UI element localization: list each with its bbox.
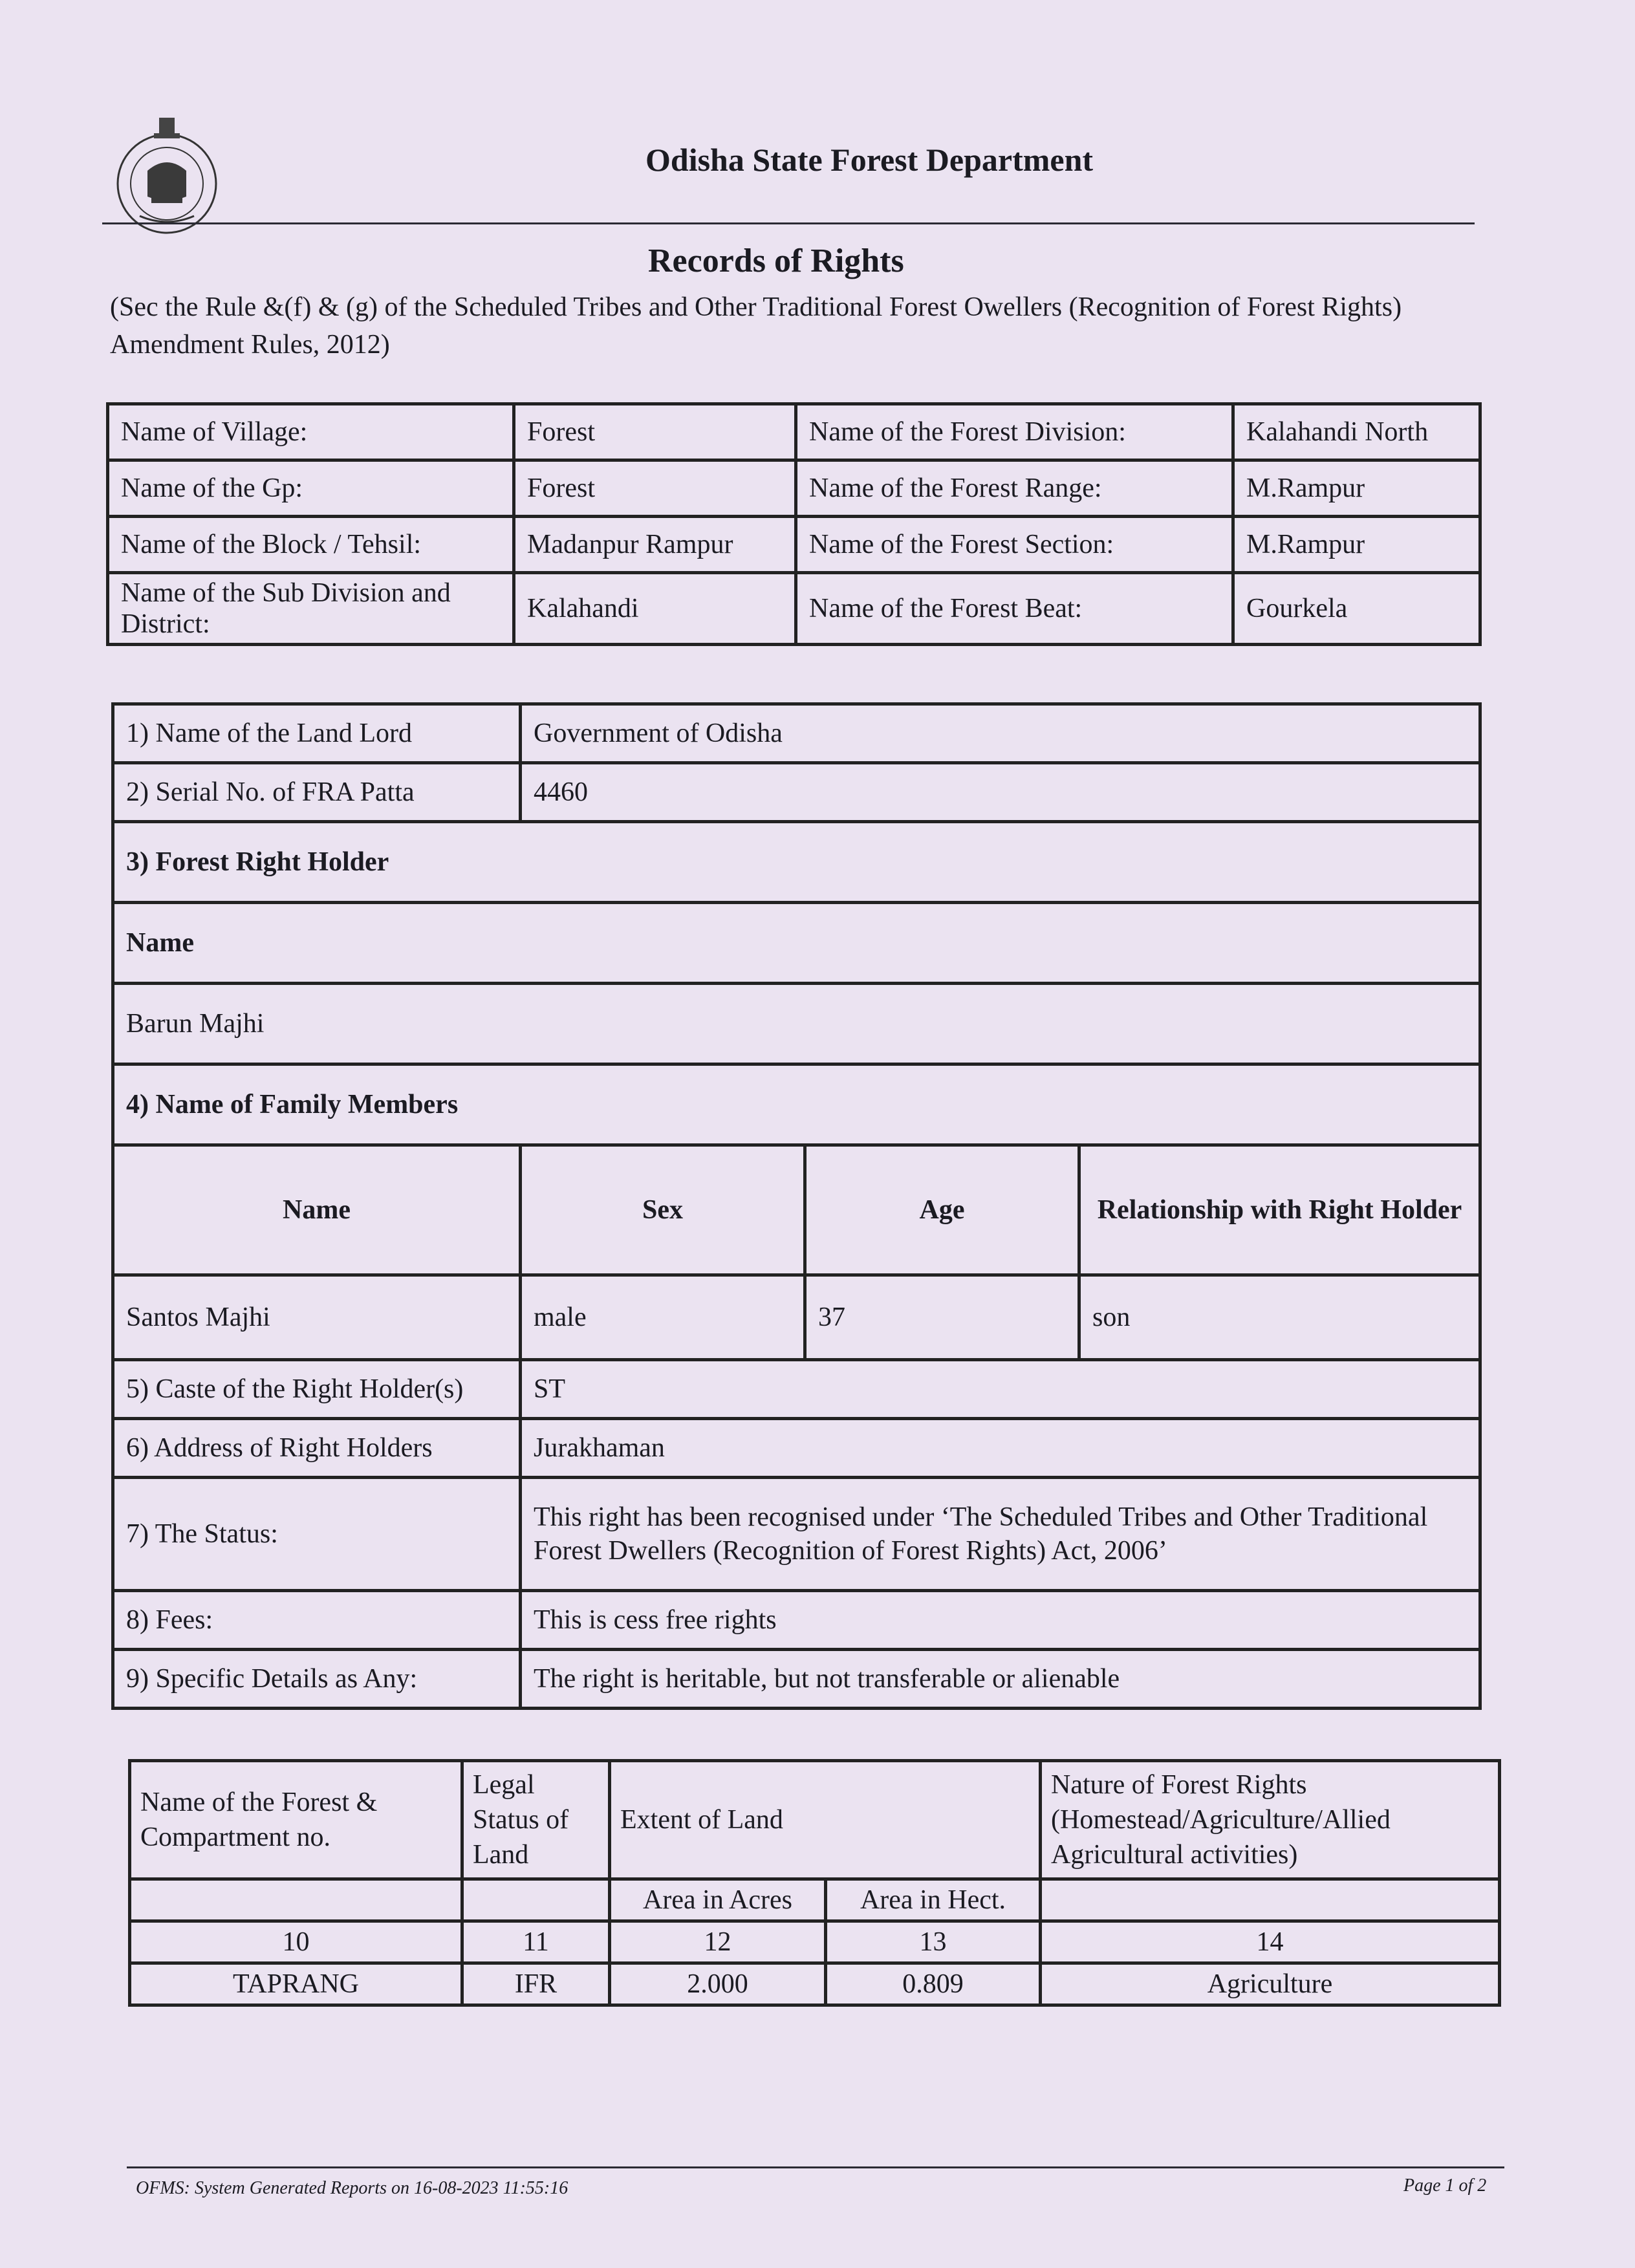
table-row bbox=[108, 573, 1480, 645]
family-member-name: Santos Majhi bbox=[113, 1275, 521, 1360]
gp-value: Forest bbox=[514, 460, 796, 517]
family-header-age: Age bbox=[805, 1145, 1079, 1275]
table-row bbox=[130, 1879, 1500, 1921]
subdivision-value: Kalahandi bbox=[514, 573, 796, 645]
village-value: Forest bbox=[514, 404, 796, 460]
empty-cell bbox=[1041, 1879, 1500, 1921]
page-number: Page 1 of 2 bbox=[1403, 2176, 1487, 2196]
holder-name-header: Name bbox=[113, 903, 1480, 984]
col-number: 13 bbox=[826, 1921, 1041, 1963]
table-row bbox=[113, 903, 1480, 984]
table-row bbox=[113, 1145, 1480, 1275]
caste-value: ST bbox=[521, 1360, 1480, 1419]
department-title: Odisha State Forest Department bbox=[645, 142, 1094, 178]
family-header-sex: Sex bbox=[521, 1145, 805, 1275]
block-value: Madanpur Rampur bbox=[514, 517, 796, 573]
forest-compartment-header: Name of the Forest & Compartment no. bbox=[130, 1761, 462, 1879]
footer-divider bbox=[127, 2166, 1504, 2168]
col-number: 11 bbox=[462, 1921, 610, 1963]
table-row bbox=[113, 1064, 1480, 1145]
table-row bbox=[113, 704, 1480, 763]
footer-generated: OFMS: System Generated Reports on 16-08-2023 11:55:16 bbox=[136, 2178, 568, 2198]
address-value: Jurakhaman bbox=[521, 1419, 1480, 1478]
forest-section-value: M.Rampur bbox=[1233, 517, 1480, 573]
fees-label: 8) Fees: bbox=[113, 1591, 521, 1650]
area-acres: 2.000 bbox=[610, 1963, 826, 2005]
table-row bbox=[113, 1650, 1480, 1709]
forest-division-value: Kalahandi North bbox=[1233, 404, 1480, 460]
holder-name: Barun Majhi bbox=[113, 984, 1480, 1064]
forest-name: TAPRANG bbox=[130, 1963, 462, 2005]
legal-status: IFR bbox=[462, 1963, 610, 2005]
col-number: 12 bbox=[610, 1921, 826, 1963]
land-lord-value: Government of Odisha bbox=[521, 704, 1480, 763]
status-label: 7) The Status: bbox=[113, 1478, 521, 1591]
gp-label: Name of the Gp: bbox=[108, 460, 514, 517]
nature-rights: Agriculture bbox=[1041, 1963, 1500, 2005]
area-hect-header: Area in Hect. bbox=[826, 1879, 1041, 1921]
forest-range-value: M.Rampur bbox=[1233, 460, 1480, 517]
status-line-2: Forest Dwellers (Recognition of Forest Rights) Act, 2006’ bbox=[534, 1536, 1167, 1566]
serial-value: 4460 bbox=[521, 763, 1480, 822]
area-acres-header: Area in Acres bbox=[610, 1879, 826, 1921]
empty-cell bbox=[130, 1879, 462, 1921]
block-label: Name of the Block / Tehsil: bbox=[108, 517, 514, 573]
rule-reference: (Sec the Rule &(f) & (g) of the Scheduled Tribes and Other Traditional Forest Owellers (Recognition of Forest Rights) Amendment Rules, 2012) bbox=[110, 292, 1402, 360]
table-row bbox=[113, 984, 1480, 1064]
table-row bbox=[108, 404, 1480, 460]
family-header-relationship: Relationship with Right Holder bbox=[1079, 1145, 1480, 1275]
table-row bbox=[108, 517, 1480, 573]
forest-beat-value: Gourkela bbox=[1233, 573, 1480, 645]
header-divider bbox=[102, 222, 1475, 224]
family-member-sex: male bbox=[521, 1275, 805, 1360]
village-label: Name of Village: bbox=[108, 404, 514, 460]
rights-details-table bbox=[111, 702, 1482, 1710]
land-details-table bbox=[128, 1759, 1501, 2007]
table-row bbox=[108, 460, 1480, 517]
subdivision-label: Name of the Sub Division and District: bbox=[108, 573, 514, 645]
holder-section-heading: 3) Forest Right Holder bbox=[113, 822, 1480, 903]
location-table bbox=[106, 402, 1482, 646]
status-line-1: This right has been recognised under ‘The Scheduled Tribes and Other Traditional bbox=[534, 1502, 1428, 1532]
family-header-name: Name bbox=[113, 1145, 521, 1275]
fees-value: This is cess free rights bbox=[521, 1591, 1480, 1650]
table-row bbox=[113, 763, 1480, 822]
family-member-relationship: son bbox=[1079, 1275, 1480, 1360]
nature-rights-header: Nature of Forest Rights (Homestead/Agriculture/Allied Agricultural activities) bbox=[1041, 1761, 1500, 1879]
col-number: 14 bbox=[1041, 1921, 1500, 1963]
land-lord-label: 1) Name of the Land Lord bbox=[113, 704, 521, 763]
table-row bbox=[113, 1419, 1480, 1478]
family-section-heading: 4) Name of Family Members bbox=[113, 1064, 1480, 1145]
specific-label: 9) Specific Details as Any: bbox=[113, 1650, 521, 1709]
forest-division-label: Name of the Forest Division: bbox=[796, 404, 1233, 460]
area-hect: 0.809 bbox=[826, 1963, 1041, 2005]
specific-value: The right is heritable, but not transferable or alienable bbox=[521, 1650, 1480, 1709]
col-number: 10 bbox=[130, 1921, 462, 1963]
table-row bbox=[130, 1963, 1500, 2005]
table-row bbox=[113, 822, 1480, 903]
forest-beat-label: Name of the Forest Beat: bbox=[796, 573, 1233, 645]
empty-cell bbox=[462, 1879, 610, 1921]
forest-range-label: Name of the Forest Range: bbox=[796, 460, 1233, 517]
table-row bbox=[113, 1275, 1480, 1360]
table-row bbox=[113, 1478, 1480, 1591]
serial-label: 2) Serial No. of FRA Patta bbox=[113, 763, 521, 822]
status-value bbox=[521, 1478, 1480, 1591]
table-row bbox=[130, 1761, 1500, 1879]
table-row bbox=[113, 1591, 1480, 1650]
legal-status-header: Legal Status of Land bbox=[462, 1761, 610, 1879]
table-row bbox=[113, 1360, 1480, 1419]
address-label: 6) Address of Right Holders bbox=[113, 1419, 521, 1478]
extent-header: Extent of Land bbox=[610, 1761, 1041, 1879]
forest-section-label: Name of the Forest Section: bbox=[796, 517, 1233, 573]
document-title: Records of Rights bbox=[648, 243, 904, 279]
caste-label: 5) Caste of the Right Holder(s) bbox=[113, 1360, 521, 1419]
table-row bbox=[130, 1921, 1500, 1963]
odisha-govt-emblem-icon bbox=[114, 114, 220, 237]
family-member-age: 37 bbox=[805, 1275, 1079, 1360]
